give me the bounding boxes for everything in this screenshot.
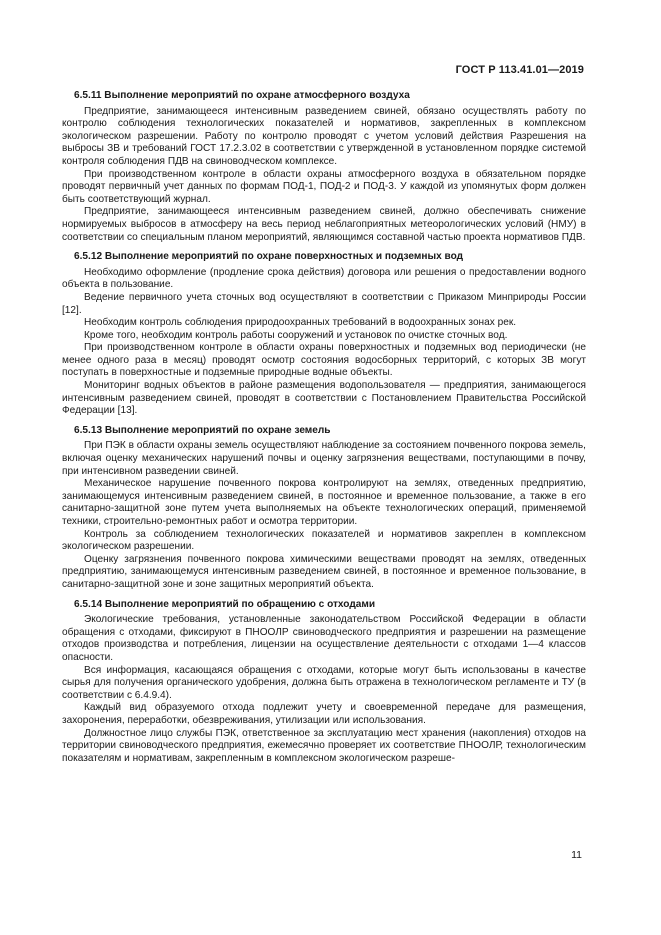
section-6-5-12 [62, 251, 586, 418]
document-body [62, 90, 586, 765]
paragraph: Должностное лицо службы ПЭК, ответственное за эксплуатацию мест хранения (накопления) отходов на территории свиноводческого предприятия, ежемесячно проверяет их соответствие ПНООЛР, технологическим показателям и нормативам, закрепленным в комплексном экологическом разреше- [62, 727, 586, 764]
paragraph: Экологические требования, установленные законодательством Российской Федерации в области обращения с отходами, фиксируют в ПНООЛР свиноводческого предприятия и разрешении на размещение отходов производства и потребления, лицензии на осуществление деятельности с отходами 1—4 классов опасности. [62, 614, 586, 663]
paragraph: Механическое нарушение почвенного покрова контролируют на землях, отведенных предприятию, занимающемуся интенсивным разведением свиней, в постоянное и временное пользование, а также в его санитарно-защитной зоне путем учета выполняемых на объекте технологических операций, применяемой техники, строительно-ремонтных работ и осмотра территории. [62, 478, 586, 527]
paragraph: Вся информация, касающаяся обращения с отходами, которые могут быть использованы в качестве сырья для получения органического удобрения, должна быть отражена в технологическом регламенте и ТУ (в соответствии с 6.4.9.4). [62, 664, 586, 701]
section-6-5-11 [62, 90, 586, 244]
section-title: 6.5.11 Выполнение мероприятий по охране атмосферного воздуха [74, 90, 410, 101]
paragraph: Предприятие, занимающееся интенсивным разведением свиней, обязано осуществлять работу по контролю соблюдения технологических показателей и нормативов, закрепленных в комплексном экологическом разрешении. Работу по контролю проводят с учетом условий действия Разрешения на выбросы ЗВ и требований ГОСТ 17.2.3.02 в соответствии с утвержденной в установленном порядке системой контроля соблюдения ПДВ на свиноводческом комплексе. [62, 105, 586, 167]
paragraph: При ПЭК в области охраны земель осуществляют наблюдение за состоянием почвенного покрова земель, включая оценку механических нарушений почвы и оценку загрязнения веществами, поступающими в почву, при интенсивном разведении свиней. [62, 440, 586, 477]
page-number: 11 [571, 849, 582, 861]
paragraph: Каждый вид образуемого отхода подлежит учету и своевременной передаче для размещения, захоронения, переработки, обезвреживания, утилизации или использования. [62, 702, 586, 726]
paragraph: Кроме того, необходим контроль работы сооружений и установок по очистке сточных вод. [84, 329, 508, 341]
paragraph: Предприятие, занимающееся интенсивным разведением свиней, должно обеспечивать снижение нормируемых выбросов в атмосферу на весь период неблагоприятных метеорологических условий (НМУ) в соответствии со специальным планом мероприятий, являющимся составной частью проекта нормативов ПДВ. [62, 206, 586, 243]
section-6-5-13 [62, 425, 586, 592]
paragraph: При производственном контроле в области охраны поверхностных и подземных вод периодически (не менее одного раза в месяц) проводят осмотр состояния водосборных территорий, с которых ЗВ могут поступать в поверхностные и подземные природные водные объекты. [62, 342, 586, 379]
paragraph: Оценку загрязнения почвенного покрова химическими веществами проводят на землях, отведенных предприятию, занимающемуся интенсивным разведением свиней, в постоянное и временное пользование, в санитарно-защитной зоне и зоне защитных мероприятий объекта. [62, 553, 586, 590]
paragraph: Контроль за соблюдением технологических показателей и нормативов закреплен в комплексном экологическом разрешении. [62, 528, 586, 553]
paragraph: Необходим контроль соблюдения природоохранных требований в водоохранных зонах рек. [84, 317, 517, 329]
paragraph: Мониторинг водных объектов в районе размещения водопользователя — предприятия, занимающегося интенсивным разведением свиней, проводят в соответствии с Постановлением Правительства Российской Федерации [13]. [62, 380, 586, 417]
paragraph: При производственном контроле в области охраны атмосферного воздуха в обязательном порядке проводят первичный учет данных по формам ПОД-1, ПОД-2 и ПОД-3. У каждой из упомянутых форм должен быть соответствующий журнал. [62, 168, 586, 205]
section-title: 6.5.13 Выполнение мероприятий по охране земель [74, 424, 331, 436]
paragraph: Необходимо оформление (продление срока действия) договора или решения о предоставлении водного объекта в пользование. [62, 266, 586, 291]
section-6-5-14 [62, 599, 586, 766]
paragraph: Ведение первичного учета сточных вод осуществляют в соответствии с Приказом Минприроды России [12]. [62, 291, 586, 316]
section-title: 6.5.12 Выполнение мероприятий по охране поверхностных и подземных вод [74, 251, 464, 263]
section-title: 6.5.14 Выполнение мероприятий по обращению с отходами [74, 598, 376, 610]
document-code-header: ГОСТ Р 113.41.01—2019 [455, 64, 584, 76]
